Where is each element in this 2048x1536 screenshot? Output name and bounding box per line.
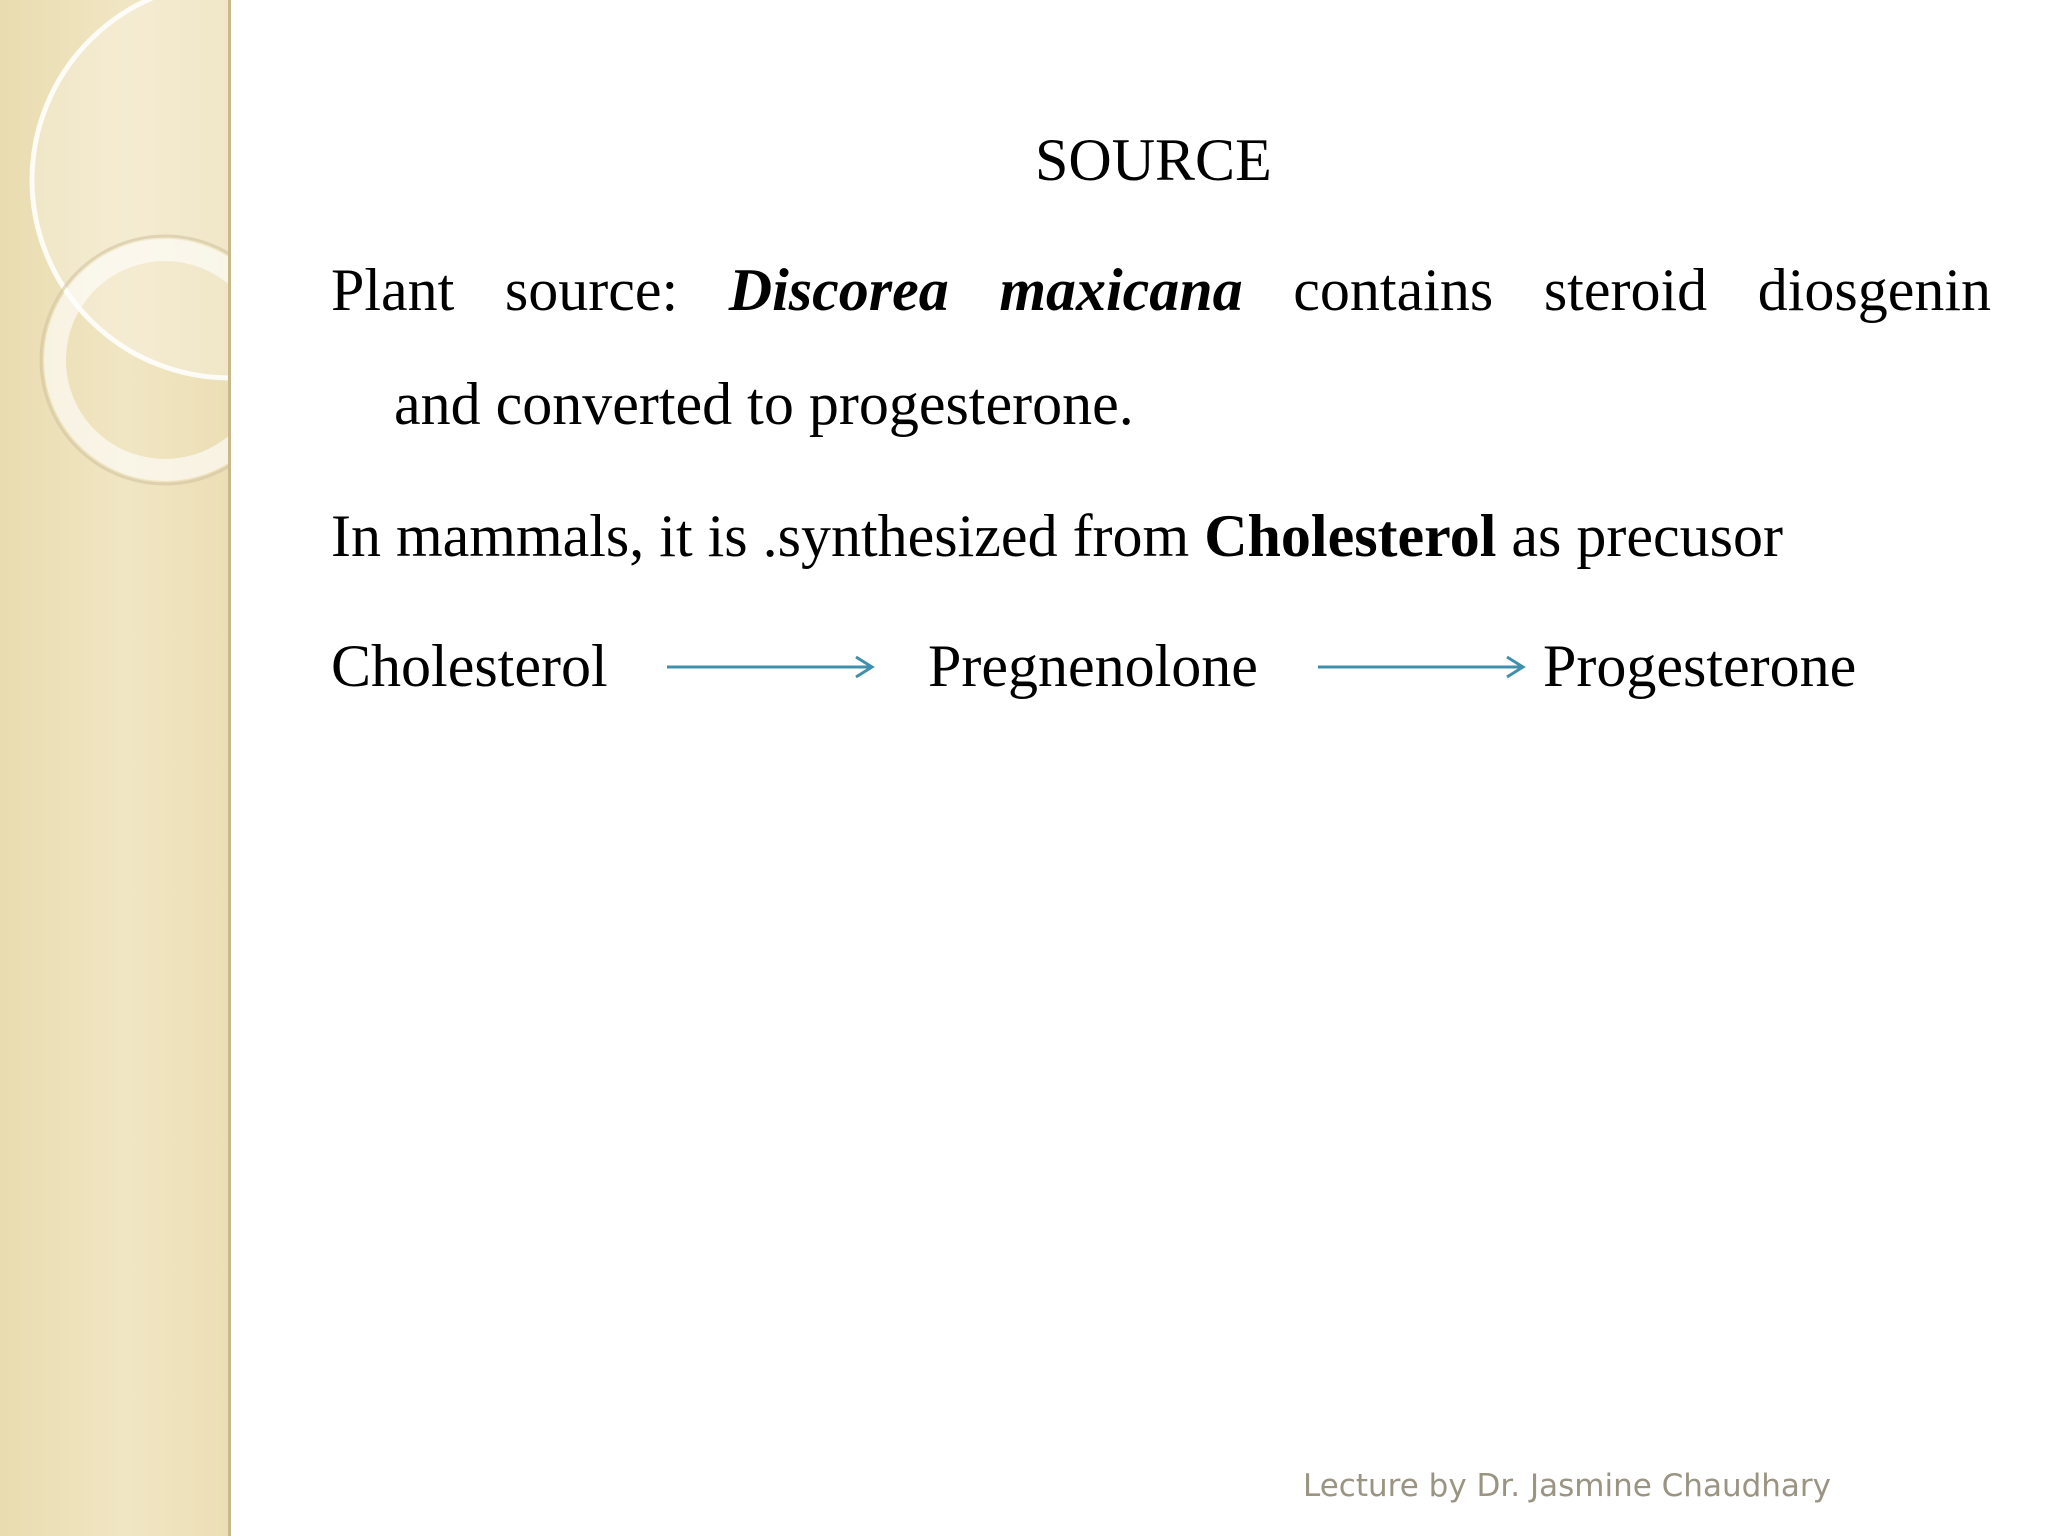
pathway-step-cholesterol: Cholesterol [331, 633, 608, 699]
mammal-synthesis-prefix: In mammals, it is .synthesized from [331, 503, 1205, 569]
plant-species-name: Discorea maxicana [728, 257, 1243, 323]
mammal-synthesis-line [331, 500, 1783, 572]
sidebar-decoration [0, 0, 231, 1536]
ring-decoration-icon [0, 0, 228, 1536]
mammal-synthesis-suffix: as precusor [1496, 503, 1783, 569]
cholesterol-bold: Cholesterol [1204, 503, 1497, 569]
right-arrow-icon [667, 652, 877, 682]
plant-source-contains: contains [1293, 257, 1494, 323]
plant-source-tail: steroid diosgenin [1543, 257, 1992, 323]
plant-source-line-2: and converted to progesterone. [394, 371, 1134, 437]
right-arrow-icon [1318, 652, 1528, 682]
lecture-footer: Lecture by Dr. Jasmine Chaudhary [1303, 1468, 1832, 1504]
plant-source-label: Plant source: [331, 257, 679, 323]
plant-source-line [331, 254, 1991, 326]
pathway-step-progesterone: Progesterone [1543, 633, 1857, 699]
pathway-step-pregnenolone: Pregnenolone [928, 633, 1258, 699]
slide-title: SOURCE [1035, 127, 1272, 193]
